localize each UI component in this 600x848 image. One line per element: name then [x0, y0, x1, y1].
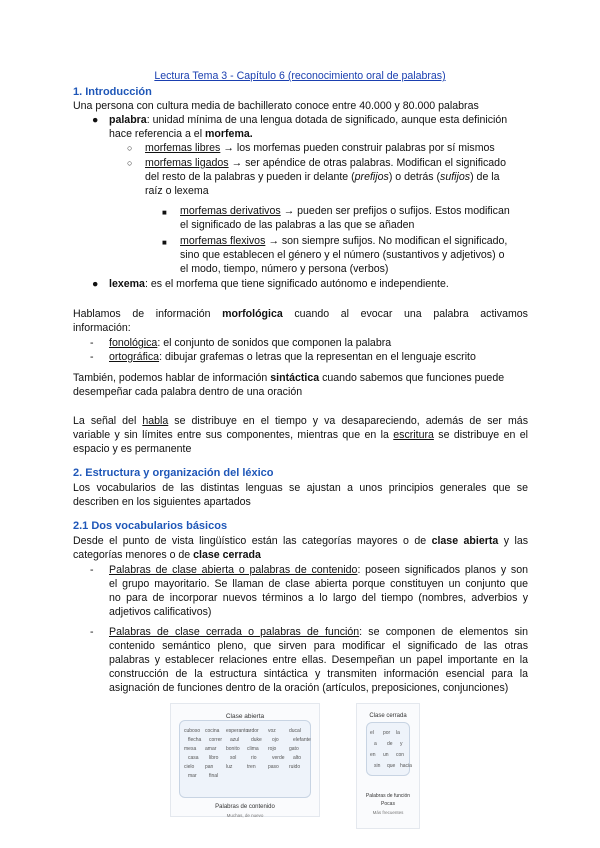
word-cloud-word: y [400, 741, 403, 747]
word-cloud-word: mesa [184, 746, 197, 752]
bullet-dot: ● [92, 278, 99, 290]
derivativos-item-line2: el significado de las palabras a las que se añaden [180, 219, 415, 231]
heading-dos-vocabularios: 2.1 Dos vocabularios básicos [73, 520, 228, 532]
word-cloud-word: cocina [205, 728, 220, 734]
clase-cerrada-subcaption: Pocas [381, 801, 395, 807]
ligados-item: morfemas ligados → ser apéndice de otras palabras. Modifican el significado [145, 157, 506, 169]
word-cloud-word: verde [272, 755, 285, 761]
word-cloud-word: ardor [247, 728, 259, 734]
dash-bullet: - [90, 351, 94, 363]
word-cloud-word: cielo [184, 764, 195, 770]
clase-cerrada-line4: construcción de la estructura sintáctica y transmiten información esencial para la [109, 668, 528, 680]
word-cloud-word: mar [188, 773, 197, 779]
word-cloud-word: luz [226, 764, 233, 770]
derivativos-item: morfemas derivativos → pueden ser prefijos o sufijos. Estos modifican [180, 205, 510, 217]
sub-bullet-circle: ○ [127, 143, 133, 153]
clase-abierta-line2: el grupo mayoritario. Se llaman de clase abierta porque constituyen un conjunto que [109, 578, 528, 590]
clase-cerrada-line5: asignación de funciones dentro de la oración (artículos, preposiciones, conjunciones) [109, 682, 509, 694]
clase-cerrada-title: Clase cerrada [369, 713, 407, 719]
palabra-item-line2: hace referencia a el morfema. [109, 128, 253, 140]
sintactica-line2: desempeñar cada palabra dentro de una oración [73, 386, 303, 398]
clase-abierta-caption: Palabras de contenido [215, 804, 275, 810]
word-cloud-word: duke [251, 737, 262, 743]
word-cloud-word: rojo [268, 746, 277, 752]
heading-introduccion: 1. Introducción [73, 86, 152, 98]
libres-item: morfemas libres → los morfemas pueden construir palabras por sí mismos [145, 142, 495, 154]
word-cloud-word: clima [247, 746, 259, 752]
word-cloud-word: tren [247, 764, 256, 770]
word-cloud-word: un [383, 752, 389, 758]
word-cloud-word: ruido [289, 764, 301, 770]
clase-cerrada-word-cloud [366, 722, 410, 776]
document-title: Lectura Tema 3 - Capítulo 6 (reconocimiento oral de palabras) [154, 70, 446, 82]
flexivos-item-line3: el modo, tiempo, número y persona (verbos) [180, 263, 389, 275]
clase-abierta-item: Palabras de clase abierta o palabras de contenido: poseen significados planos y son [109, 564, 528, 576]
clase-abierta-figure [170, 703, 320, 817]
word-cloud-word: rio [251, 755, 257, 761]
vocab-line2: categorías menores o de clase cerrada [73, 549, 261, 561]
vocab-line1: Desde el punto de vista lingüístico están las categorías mayores o de clase abierta y las [73, 535, 529, 547]
dash-bullet: - [90, 337, 94, 349]
heading-estructura: 2. Estructura y organización del léxico [73, 467, 274, 479]
word-cloud-word: ducal [289, 728, 301, 734]
sub-bullet-circle: ○ [127, 158, 133, 168]
clase-abierta-subcaption: Muchas, de nuevo [226, 813, 264, 818]
morfologica-line1: Hablamos de información morfológica cuando al evocar una palabra activamos [73, 308, 528, 320]
word-cloud-word: cuboso [184, 728, 201, 734]
word-cloud-word: libro [209, 755, 219, 761]
senal-line1: La señal del habla se distribuye en el tiempo y va desapareciendo, además de ser más [73, 415, 528, 427]
word-cloud-word: casa [188, 755, 199, 761]
word-cloud-word: azul [230, 737, 240, 743]
clase-cerrada-figure [356, 703, 420, 829]
flexivos-item-line2: sino que establecen el género y el número (sustantivos y adjetivos) o [180, 249, 505, 261]
word-cloud-word: a [374, 741, 377, 747]
palabra-item: palabra: unidad mínima de una lengua dotada de significado, aunque esta definición [109, 114, 508, 126]
dash-bullet: - [90, 564, 94, 576]
clase-cerrada-subcaption-2: Más frecuentes [372, 810, 404, 815]
senal-line2: variable y sin límites entre sus componentes, mientras que en la escritura se distribuye en el [73, 429, 528, 441]
word-cloud-word: sin [374, 763, 381, 769]
fonologica-item: fonológica: el conjunto de sonidos que componen la palabra [109, 337, 392, 349]
word-cloud-word: por [383, 730, 391, 736]
ortografica-item: ortográfica: dibujar grafemas o letras que la representan en el lenguaje escrito [109, 351, 476, 363]
flexivos-item: morfemas flexivos → son siempre sufijos. No modifican el significado, [180, 235, 508, 247]
word-cloud-word: final [209, 773, 219, 779]
ligados-item-line3: raíz o lexema [145, 185, 209, 197]
word-cloud-word: sol [230, 755, 237, 761]
word-cloud-word: elefante [293, 737, 311, 743]
word-cloud-word: esperanto [226, 728, 249, 734]
clase-cerrada-item: Palabras de clase cerrada o palabras de función: se componen de elementos sin [109, 626, 528, 638]
word-cloud-word: flecha [188, 737, 202, 743]
senal-line3: espacio y es permanente [73, 443, 192, 455]
word-cloud-word: que [387, 763, 396, 769]
word-cloud-word: en [370, 752, 376, 758]
word-cloud-word: con [396, 752, 405, 758]
word-cloud-word: ojo [272, 737, 279, 743]
word-cloud-word: la [396, 730, 400, 736]
dash-bullet: - [90, 626, 94, 638]
word-cloud-word: gato [289, 746, 299, 752]
clase-cerrada-line2: contenido semántico pleno, que sirven para modificar el significado de las otras [109, 640, 528, 652]
clase-abierta-word-cloud [179, 720, 311, 798]
square-bullet: ■ [162, 238, 167, 247]
word-cloud-word: correr [209, 737, 223, 743]
word-cloud-word: el [370, 730, 374, 736]
lexema-item: lexema: es el morfema que tiene significado autónomo e independiente. [109, 278, 449, 290]
estructura-line2: describen en los siguientes apartados [73, 496, 251, 508]
word-cloud-word: pan [205, 764, 214, 770]
clase-abierta-line3: no para de incorporar nuevos términos a lo largo del tiempo (nombres, adverbios y [109, 592, 528, 604]
ligados-item-line2: del resto de la palabras y pueden ir delante (prefijos) o detrás (sufijos) de la [145, 171, 500, 183]
clase-abierta-title: Clase abierta [225, 713, 265, 720]
clase-cerrada-caption: Palabras de función [365, 793, 411, 799]
word-cloud-word: alto [293, 755, 302, 761]
estructura-line1: Los vocabularios de las distintas lenguas se ajustan a unos principios generales que se [73, 482, 528, 494]
sintactica-line1: También, podemos hablar de información sintáctica cuando sabemos que funciones puede [73, 372, 505, 384]
bullet-dot: ● [92, 114, 99, 126]
word-cloud-word: amar [205, 746, 217, 752]
clase-abierta-line4: adjetivos calificativos) [109, 606, 212, 618]
intro-text: Una persona con cultura media de bachillerato conoce entre 40.000 y 80.000 palabras [73, 100, 479, 112]
square-bullet: ■ [162, 208, 167, 217]
word-cloud-word: bonito [226, 746, 240, 752]
word-cloud-word: de [387, 741, 393, 747]
word-cloud-word: voz [268, 728, 276, 734]
clase-cerrada-line3: palabras y establecer relaciones entre ellas. Desempeñan un papel importante en la [109, 654, 528, 666]
morfologica-line2: información: [73, 322, 131, 334]
word-cloud-word: hacia [400, 763, 412, 769]
word-cloud-word: paso [268, 764, 279, 770]
